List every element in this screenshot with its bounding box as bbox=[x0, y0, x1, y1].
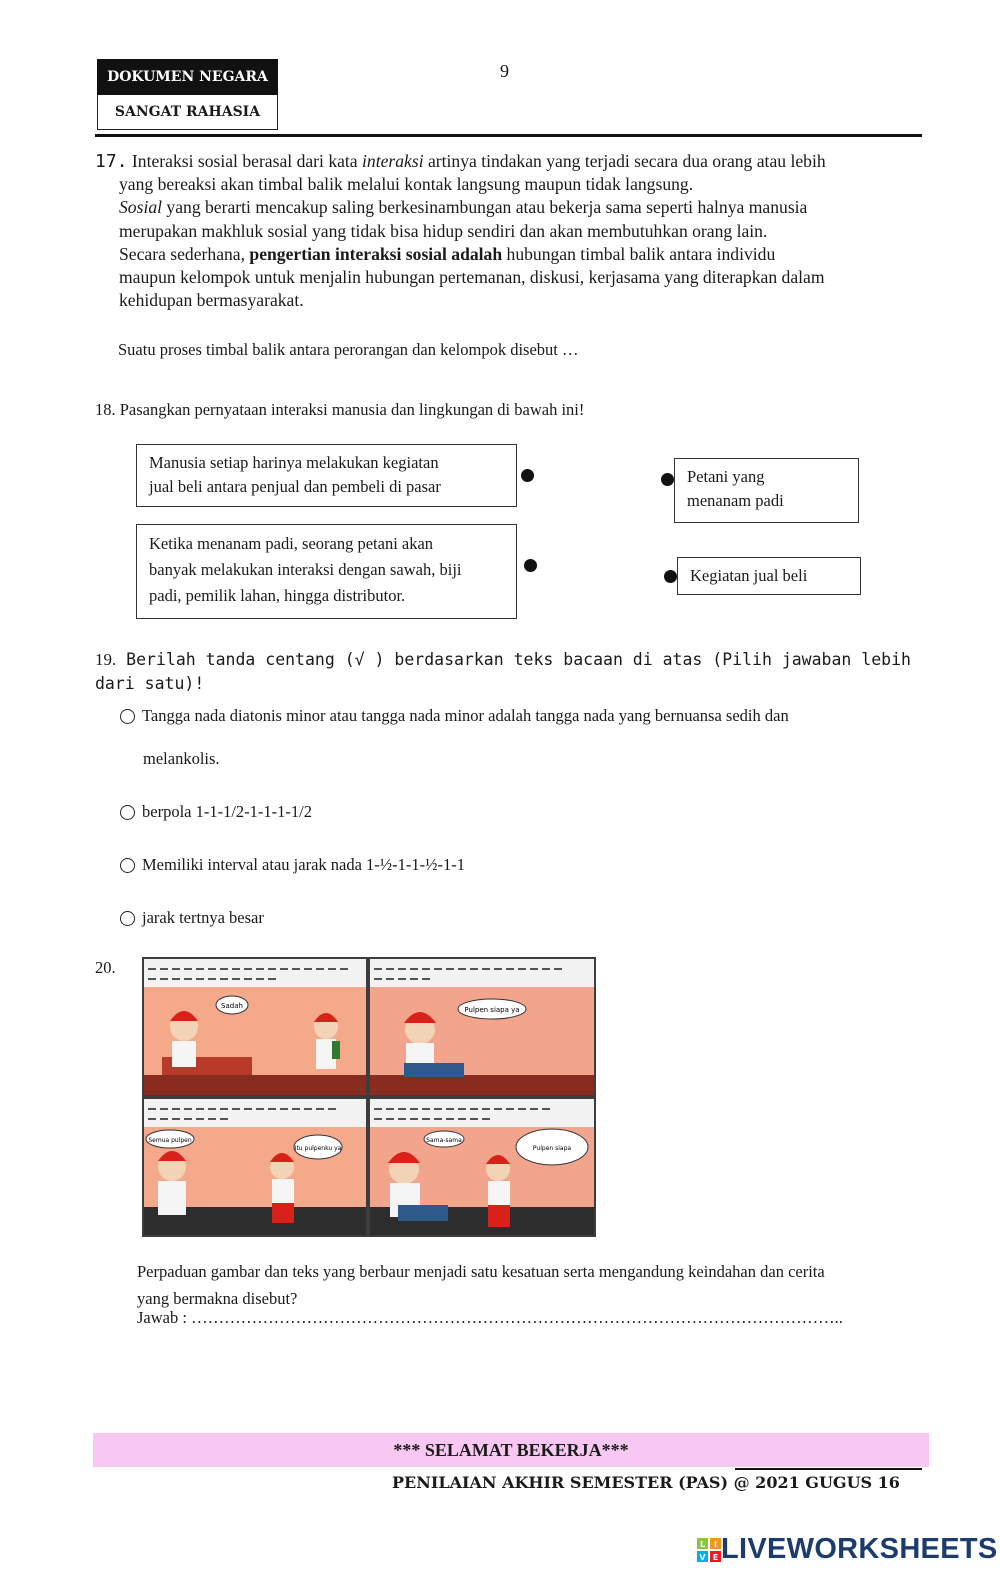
bubble-3: Semua pulpen bbox=[148, 1137, 192, 1144]
match-left-1[interactable]: Manusia setiap harinya melakukan kegiatan jual beli antara penjual dan pembeli di pasar bbox=[136, 444, 517, 507]
q18-prompt: 18. Pasangkan pernyataan interaksi manusia dan lingkungan di bawah ini! bbox=[95, 400, 585, 419]
q19-prompt: 19. Berilah tanda centang (√ ) berdasarkan teks bacaan di atas (Pilih jawaban lebih dari satu)! bbox=[95, 650, 911, 693]
q17-line6: maupun kelompok untuk menjalin hubungan pertemanan, diskusi, kerjasama yang diterapkan dalam bbox=[119, 267, 825, 288]
page-number: 9 bbox=[500, 61, 509, 81]
svg-text:E: E bbox=[712, 1552, 719, 1562]
radio-icon[interactable] bbox=[120, 911, 135, 926]
liveworksheets-wordmark: LIVEWORKSHEETS bbox=[721, 1533, 998, 1565]
match-left-2[interactable]: Ketika menanam padi, seorang petani akan banyak melakukan interaksi dengan sawah, biji padi, pemilik lahan, hingga distributor. bbox=[136, 524, 517, 619]
q19-option-3[interactable]: Memiliki interval atau jarak nada 1-½-1-1-½-1-1 bbox=[120, 855, 465, 875]
comic-panel-3 bbox=[144, 1099, 366, 1235]
liveworksheets-logo[interactable] bbox=[697, 1533, 998, 1566]
doc-label-bottom: SANGAT RAHASIA bbox=[97, 95, 278, 130]
q19-option-2[interactable]: berpola 1-1-1/2-1-1-1-1/2 bbox=[120, 802, 312, 822]
q20-number: 20. bbox=[95, 958, 116, 977]
header-rule bbox=[95, 134, 922, 137]
match-right-2-dot[interactable] bbox=[664, 570, 677, 583]
footer-rule bbox=[735, 1468, 922, 1470]
svg-text:V: V bbox=[699, 1552, 706, 1562]
radio-icon[interactable] bbox=[120, 805, 135, 820]
bubble-4: Itu pulpenku ya bbox=[294, 1145, 342, 1152]
svg-text:L: L bbox=[699, 1539, 706, 1549]
q19-number: 19. bbox=[95, 650, 117, 669]
match-right-1[interactable]: Petani yang menanam padi bbox=[674, 458, 859, 523]
footer-greeting-band bbox=[93, 1433, 929, 1467]
q19-option-1[interactable]: Tangga nada diatonis minor atau tangga nada minor adalah tangga nada yang bernuansa sedih dan bbox=[120, 706, 789, 726]
footer-greeting: *** SELAMAT BEKERJA*** bbox=[393, 1439, 629, 1460]
svg-text:I: I bbox=[714, 1539, 717, 1549]
q20-question: Perpaduan gambar dan teks yang berbaur menjadi satu kesatuan serta mengandung keindahan dan cerita yang bermakna disebut? bbox=[137, 1262, 825, 1308]
q17-number: 17. bbox=[95, 151, 128, 172]
q17-line3: Sosial yang berarti mencakup saling berkesinambungan atau bekerja sama seperti halnya manusia bbox=[119, 197, 808, 218]
q19-option-1-cont: melankolis. bbox=[143, 749, 220, 768]
match-left-1-dot[interactable] bbox=[521, 469, 534, 482]
q17-line7: kehidupan bermasyarakat. bbox=[119, 290, 304, 311]
bubble-5: Sama-sama bbox=[426, 1137, 462, 1144]
q17-line5: Secara sederhana, pengertian interaksi sosial adalah hubungan timbal balik antara individu bbox=[119, 243, 776, 264]
comic-panel-1 bbox=[144, 959, 366, 1095]
bubble-1: Sadah bbox=[221, 1002, 243, 1010]
comic-strip-image bbox=[142, 957, 596, 1237]
q19-option-4[interactable]: jarak tertnya besar bbox=[120, 908, 264, 928]
radio-icon[interactable] bbox=[120, 858, 135, 873]
q17-line2: yang bereaksi akan timbal balik melalui kontak langsung maupun tidak langsung. bbox=[119, 174, 694, 195]
q17-line4: merupakan makhluk sosial yang tidak bisa hidup sendiri dan akan membutuhkan orang lain. bbox=[119, 220, 768, 241]
footer-exam-title: PENILAIAN AKHIR SEMESTER (PAS) @ 2021 GUGUS 16 bbox=[392, 1473, 900, 1492]
match-right-2[interactable]: Kegiatan jual beli bbox=[677, 557, 861, 595]
question-17 bbox=[95, 150, 935, 312]
comic-panel-2 bbox=[370, 959, 594, 1095]
bubble-2: Pulpen siapa ya bbox=[464, 1006, 520, 1014]
match-right-1-dot[interactable] bbox=[661, 473, 674, 486]
bubble-6: Pulpen siapa bbox=[532, 1145, 572, 1152]
liveworksheets-icon bbox=[697, 1538, 721, 1562]
q17-line1: 17. Interaksi sosial berasal dari kata interaksi artinya tindakan yang terjadi secara dua orang atau lebih bbox=[95, 151, 826, 172]
radio-icon[interactable] bbox=[120, 709, 135, 724]
q17-question: Suatu proses timbal balik antara perorangan dan kelompok disebut … bbox=[118, 340, 579, 359]
doc-label-top: DOKUMEN NEGARA bbox=[97, 59, 278, 95]
comic-panel-4 bbox=[370, 1099, 594, 1235]
q20-answer-line[interactable]: Jawab : ……………………………………………………………………………………………………….. bbox=[137, 1308, 843, 1327]
match-left-2-dot[interactable] bbox=[524, 559, 537, 572]
